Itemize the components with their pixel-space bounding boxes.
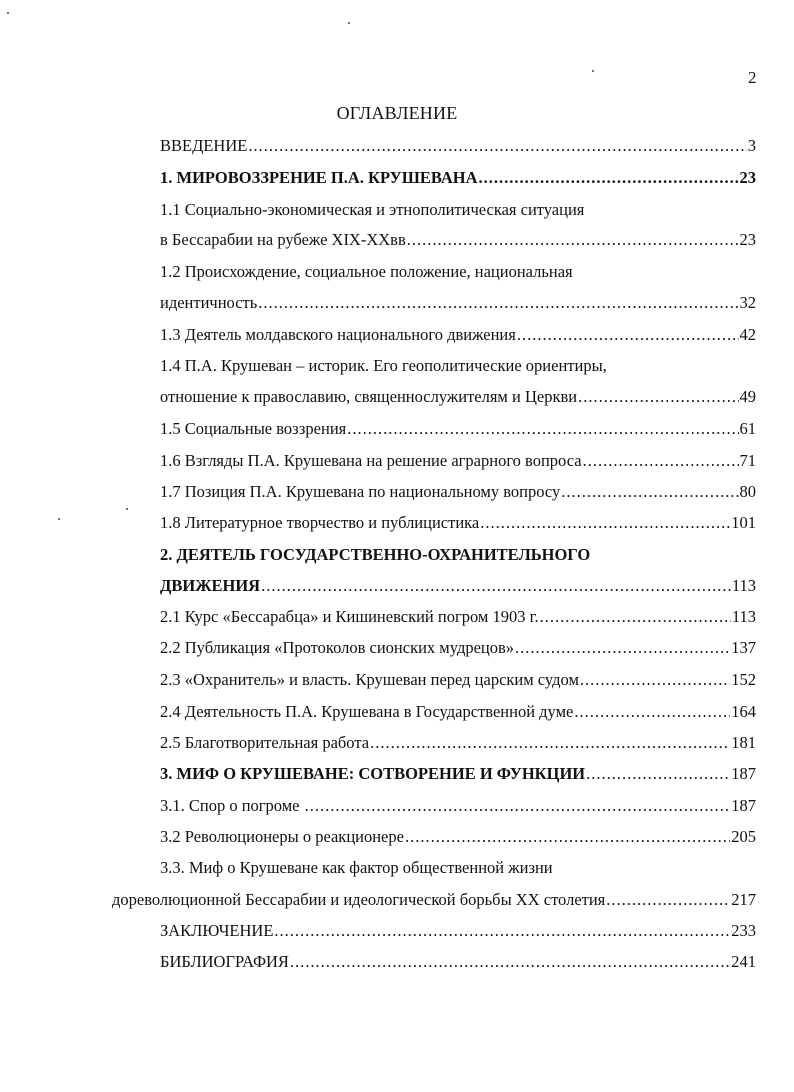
dot-leader <box>480 512 730 534</box>
entry-text: в Бессарабии на рубеже XIX-XXвв <box>160 230 406 249</box>
entry-page: 113 <box>731 576 756 595</box>
dot-leader <box>561 481 738 503</box>
dot-leader <box>586 763 730 785</box>
toc-entry-1-1[interactable] <box>160 229 756 251</box>
entry-text: БИБЛИОГРАФИЯ <box>160 952 289 971</box>
dot-leader <box>347 418 738 440</box>
entry-text: 2.4 Деятельность П.А. Крушевана в Государственной думе <box>160 702 574 721</box>
entry-page: 71 <box>739 451 756 470</box>
dot-leader <box>578 386 738 408</box>
toc-entry-1-1-line1[interactable]: 1.1 Социально-экономическая и этнополитическая ситуация <box>160 200 585 219</box>
dot-leader <box>274 920 730 942</box>
entry-page: 49 <box>739 387 756 406</box>
scan-speck <box>348 22 350 24</box>
dot-leader <box>405 826 730 848</box>
entry-text: идентичность <box>160 293 258 312</box>
toc-entry-chapter-1[interactable] <box>160 167 756 189</box>
entry-page: 3 <box>747 136 756 155</box>
toc-entry-1-3[interactable] <box>160 324 756 346</box>
entry-page: 233 <box>731 921 756 940</box>
toc-entry-chapter-3[interactable] <box>160 763 756 785</box>
toc-entry-1-6[interactable] <box>160 450 756 472</box>
dot-leader <box>305 795 731 817</box>
entry-page: 101 <box>731 513 756 532</box>
scan-speck <box>7 12 9 14</box>
entry-text: отношение к православию, священнослужителям и Церкви <box>160 387 578 406</box>
entry-page: 205 <box>731 827 756 846</box>
entry-page: 152 <box>731 670 756 689</box>
entry-page: 241 <box>731 952 756 971</box>
entry-page: 137 <box>731 638 756 657</box>
toc-entry-3-3-line1[interactable]: 3.3. Миф о Крушеване как фактор общественной жизни <box>160 858 553 877</box>
toc-entry-2-2[interactable] <box>160 637 756 659</box>
dot-leader <box>261 575 731 597</box>
entry-page: 181 <box>731 733 756 752</box>
toc-entry-3-3[interactable] <box>112 889 756 911</box>
entry-text: 1. МИРОВОЗЗРЕНИЕ П.А. КРУШЕВАНА <box>160 168 478 187</box>
entry-text: 2.1 Курс «Бессарабца» и Кишиневский погром 1903 г. <box>160 607 539 626</box>
toc-entry-chapter-2[interactable] <box>160 575 756 597</box>
dot-leader <box>370 732 730 754</box>
scan-speck <box>58 518 60 520</box>
entry-text: 3.1. Спор о погроме <box>160 796 304 815</box>
toc-entry-conclusion[interactable] <box>160 920 756 942</box>
entry-page: 32 <box>739 293 756 312</box>
scan-speck <box>126 508 128 510</box>
entry-text: 1.7 Позиция П.А. Крушевана по национальному вопросу <box>160 482 561 501</box>
toc-entry-1-7[interactable] <box>160 481 756 503</box>
scan-speck <box>592 70 594 72</box>
entry-page: 80 <box>739 482 756 501</box>
dot-leader <box>606 889 730 911</box>
dot-leader <box>540 606 731 628</box>
toc-entry-2-4[interactable] <box>160 701 756 723</box>
entry-text: ДВИЖЕНИЯ <box>160 576 261 595</box>
dot-leader <box>407 229 739 251</box>
entry-page: 187 <box>731 796 756 815</box>
dot-leader <box>580 669 730 691</box>
toc-entry-1-4[interactable] <box>160 386 756 408</box>
entry-text: ВВЕДЕНИЕ <box>160 136 248 155</box>
toc-entry-1-2-line1[interactable]: 1.2 Происхождение, социальное положение, национальная <box>160 262 573 281</box>
entry-text: 1.5 Социальные воззрения <box>160 419 347 438</box>
entry-page: 61 <box>739 419 756 438</box>
toc-entry-2-3[interactable] <box>160 669 756 691</box>
toc-entry-1-8[interactable] <box>160 512 756 534</box>
toc-entry-3-1[interactable] <box>160 795 756 817</box>
dot-leader <box>517 324 739 346</box>
toc-entry-intro[interactable] <box>160 135 756 157</box>
entry-text: 2.3 «Охранитель» и власть. Крушеван перед царским судом <box>160 670 579 689</box>
entry-page: 113 <box>731 607 756 626</box>
dot-leader <box>290 951 730 973</box>
toc-entry-3-2[interactable] <box>160 826 756 848</box>
entry-page: 23 <box>739 168 756 187</box>
dot-leader <box>258 292 738 314</box>
dot-leader <box>583 450 739 472</box>
toc-entry-1-4-line1[interactable]: 1.4 П.А. Крушеван – историк. Его геополитические ориентиры, <box>160 356 607 375</box>
toc-entry-chapter-2-line1[interactable]: 2. ДЕЯТЕЛЬ ГОСУДАРСТВЕННО-ОХРАНИТЕЛЬНОГО <box>160 545 591 564</box>
entry-text: 3.2 Революционеры о реакционере <box>160 827 404 846</box>
entry-text: дореволюционной Бессарабии и идеологической борьбы XX столетия <box>112 890 606 909</box>
page-number: 2 <box>748 68 757 87</box>
toc-entry-2-1[interactable] <box>160 606 756 628</box>
entry-page: 164 <box>731 702 756 721</box>
toc-entry-2-5[interactable] <box>160 732 756 754</box>
dot-leader <box>515 637 730 659</box>
dot-leader <box>574 701 730 723</box>
toc-entry-1-2[interactable] <box>160 292 756 314</box>
toc-entry-bibliography[interactable] <box>160 951 756 973</box>
entry-text: 3. МИФ О КРУШЕВАНЕ: СОТВОРЕНИЕ И ФУНКЦИИ <box>160 764 586 783</box>
entry-page: 23 <box>739 230 756 249</box>
toc-entry-1-5[interactable] <box>160 418 756 440</box>
entry-text: 2.2 Публикация «Протоколов сионских мудрецов» <box>160 638 515 657</box>
entry-text: 1.8 Литературное творчество и публицистика <box>160 513 480 532</box>
dot-leader <box>248 135 746 157</box>
entry-page: 42 <box>739 325 756 344</box>
entry-text: 2.5 Благотворительная работа <box>160 733 370 752</box>
toc-title: ОГЛАВЛЕНИЕ <box>336 103 458 123</box>
entry-text: ЗАКЛЮЧЕНИЕ <box>160 921 274 940</box>
entry-text: 1.6 Взгляды П.А. Крушевана на решение аграрного вопроса <box>160 451 582 470</box>
entry-page: 217 <box>731 890 756 909</box>
entry-page: 187 <box>731 764 756 783</box>
dot-leader <box>479 167 739 189</box>
entry-text: 1.3 Деятель молдавского национального движения <box>160 325 516 344</box>
